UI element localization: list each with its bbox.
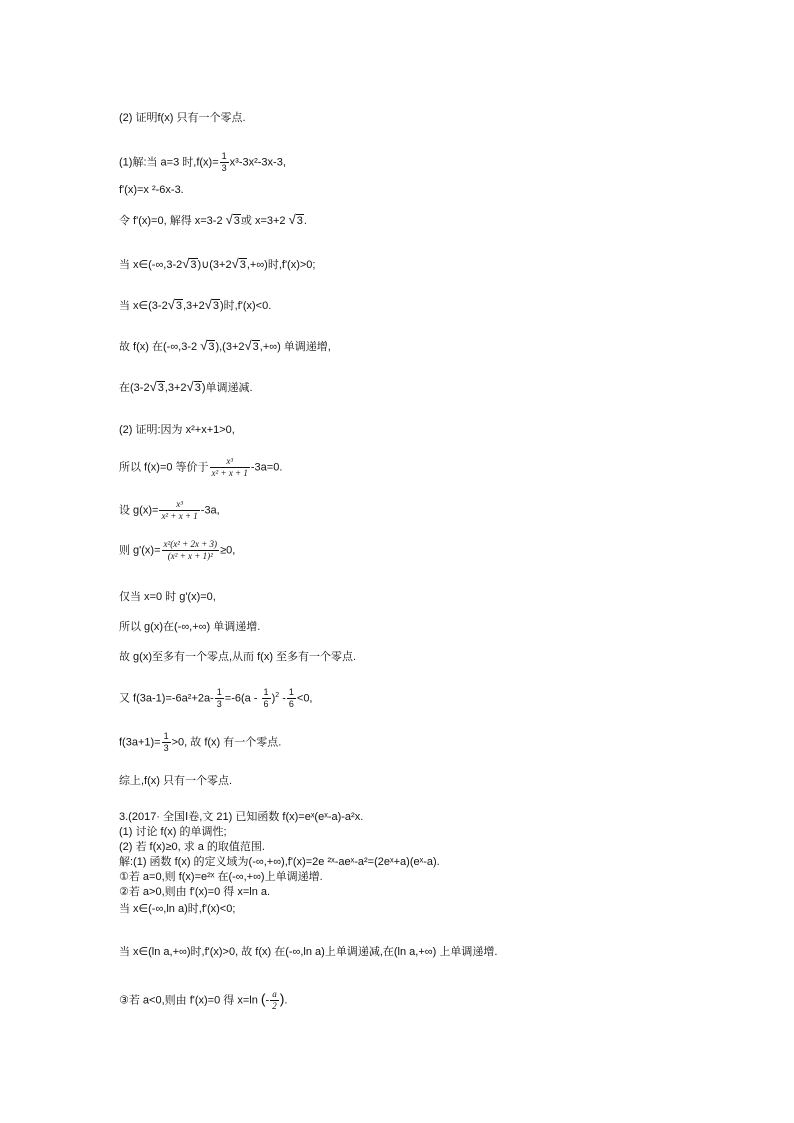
line-case-a-positive: ②若 a>0,则由 f'(x)=0 得 x=ln a. [119, 886, 271, 898]
paren-open: ( [260, 990, 266, 1007]
text: ,3+2 [164, 382, 187, 394]
exponent: 2 [275, 691, 280, 699]
text: ),(3+2 [215, 341, 245, 353]
line-problem-3-part2: (2) 若 f(x)≥0, 求 a 的取值范围. [119, 841, 265, 853]
text: -3a=0. [250, 461, 283, 474]
numerator: 1 [216, 687, 222, 697]
paren-close: ) [279, 990, 285, 1007]
text: ,+∞)时,f'(x)>0; [246, 259, 316, 271]
line-at-most-one-zero: 故 g(x)至多有一个零点,从而 f(x) 至多有一个零点. [119, 651, 357, 663]
numerator: x²(x² + 2x + 3) [163, 539, 218, 549]
line-monotonic-a-positive: 当 x∈(ln a,+∞)时,f'(x)>0, 故 f(x) 在(-∞,ln a)上单调递减,在(ln a,+∞) 上单调递增. [119, 946, 498, 958]
text: 所以 f(x)=0 等价于 [119, 461, 209, 474]
line-interval-decreasing: 当 x∈(-∞,ln a)时,f'(x)<0; [119, 903, 236, 915]
sqrt-3: √3 [225, 212, 240, 227]
text: - [279, 692, 286, 705]
text: 当 x∈(3-2 [119, 300, 168, 312]
line-derivative: f'(x)=x ²-6x-3. [119, 184, 184, 196]
denominator: (x² + x + 1)² [167, 551, 213, 561]
line-problem-3-part1: (1) 讨论 f(x) 的单调性; [119, 826, 227, 838]
text: 或 x=3+2 [240, 215, 289, 227]
text: =-6(a - [224, 692, 261, 705]
sqrt-3: √3 [149, 379, 164, 394]
fraction-one-sixth [262, 688, 271, 709]
text: 令 f'(x)=0, 解得 x=3-2 [119, 215, 226, 227]
line-case-a-zero: ①若 a=0,则 f(x)=e²ˣ 在(-∞,+∞)上单调递增. [119, 871, 323, 883]
text: 在(3-2 [119, 382, 150, 394]
text: f(3a+1)= [119, 736, 161, 749]
line-problem-3-solution: 解:(1) 函数 f(x) 的定义域为(-∞,+∞),f'(x)=2e ²ˣ-aeˣ-a²=(2eˣ+a)(eˣ-a). [119, 856, 440, 868]
denominator: 3 [221, 163, 227, 173]
denominator: 6 [288, 699, 294, 709]
numerator: x³ [210, 457, 250, 468]
line-define-g [119, 500, 220, 521]
text: ③若 a<0,则由 f'(x)=0 得 x=ln [119, 994, 261, 1007]
line-g-derivative [119, 540, 235, 561]
text: <0, [296, 692, 313, 705]
line-g-zero: 仅当 x=0 时 g'(x)=0, [119, 591, 216, 603]
sqrt-3: √3 [167, 297, 182, 312]
minus-sign: - [265, 994, 270, 1007]
text: 又 f(3a-1)=-6a²+2a- [119, 692, 214, 705]
text: -3a, [200, 504, 220, 517]
denominator: 3 [216, 699, 222, 709]
fraction-x3 [210, 457, 250, 478]
sqrt-3: √3 [182, 256, 197, 271]
fraction-one-sixth [287, 688, 296, 709]
line-f-3a-plus-1 [119, 732, 281, 753]
fraction-x3 [159, 500, 199, 521]
denominator: x² + x + 1 [211, 468, 248, 478]
denominator: 3 [163, 743, 169, 753]
line-f-3a-minus-1 [119, 688, 313, 709]
text: 故 f(x) 在(-∞,3-2 [119, 341, 201, 353]
numerator: 1 [221, 151, 227, 161]
sqrt-3: √3 [200, 338, 215, 353]
line-g-increasing: 所以 g(x)在(-∞,+∞) 单调递增. [119, 621, 261, 633]
sqrt-3: √3 [186, 379, 201, 394]
text: ,+∞) 单调递增, [259, 341, 331, 353]
text: 设 g(x)= [119, 504, 159, 517]
line-solve-derivative [119, 213, 307, 228]
fraction-g-derivative [162, 540, 220, 561]
text: )时,f'(x)<0. [219, 300, 272, 312]
line-decreasing-interval [119, 298, 271, 313]
text: 则 g'(x)= [119, 544, 161, 557]
text: (1)解:当 a=3 时,f(x)= [119, 156, 219, 169]
line-increasing-interval [119, 257, 315, 272]
numerator: 1 [288, 687, 294, 697]
fraction-one-third [220, 152, 229, 173]
line-case-a-negative [119, 990, 287, 1011]
text: )∪(3+2 [197, 259, 232, 271]
line-problem-3: 3.(2017· 全国Ⅰ卷,文 21) 已知函数 f(x)=eˣ(eˣ-a)-a²x. [119, 811, 364, 823]
denominator: x² + x + 1 [161, 511, 198, 521]
line-conclusion-decreasing [119, 380, 253, 395]
sqrt-3: √3 [231, 256, 246, 271]
line-final-conclusion: 综上,f(x) 只有一个零点. [119, 775, 233, 787]
text: )单调递减. [201, 382, 253, 394]
numerator: 1 [263, 687, 269, 697]
fraction-one-third [215, 688, 224, 709]
fraction-a-over-2 [270, 990, 279, 1011]
text: ) [271, 692, 276, 705]
text: . [284, 994, 288, 1007]
text: . [303, 215, 307, 227]
line-solution-1 [119, 152, 286, 173]
numerator: x³ [159, 500, 199, 511]
numerator: 1 [163, 731, 169, 741]
fraction-one-third [162, 732, 171, 753]
numerator: a [272, 989, 277, 999]
line-proof-start: (2) 证明:因为 x²+x+1>0, [119, 424, 235, 436]
sqrt-3: √3 [204, 297, 219, 312]
line-conclusion-increasing [119, 339, 331, 354]
text: ,3+2 [182, 300, 205, 312]
text: 当 x∈(-∞,3-2 [119, 259, 183, 271]
denominator: 6 [263, 699, 269, 709]
denominator: 2 [272, 1001, 277, 1011]
text: x³-3x²-3x-3, [229, 156, 286, 169]
line-part2-statement: (2) 证明f(x) 只有一个零点. [119, 112, 246, 124]
text: >0, 故 f(x) 有一个零点. [171, 736, 282, 749]
text: ≥0, [220, 544, 236, 557]
sqrt-3: √3 [288, 212, 303, 227]
sqrt-3: √3 [244, 338, 259, 353]
line-equivalent [119, 457, 282, 478]
